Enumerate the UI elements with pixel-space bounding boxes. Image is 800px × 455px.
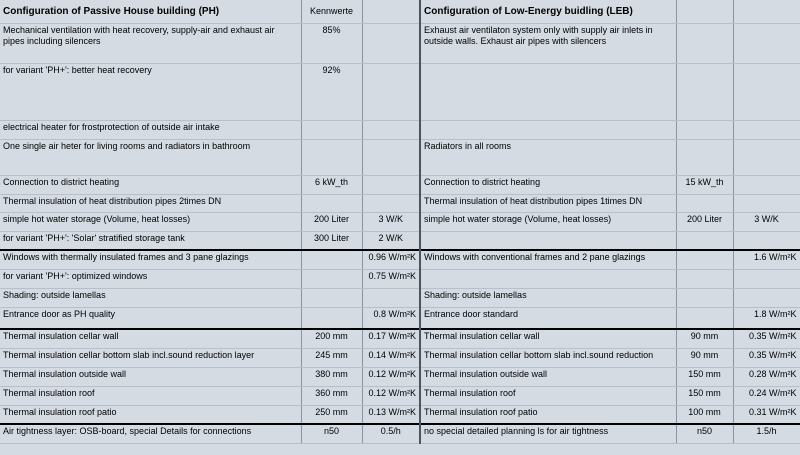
ph-value[interactable]: 6 kW_th — [301, 175, 362, 194]
ph-unit-value[interactable]: 0.75 W/m²K — [362, 269, 420, 288]
leb-description[interactable]: Radiators in all rooms — [420, 139, 676, 175]
table-row — [0, 405, 800, 424]
leb-unit-value[interactable] — [733, 139, 800, 175]
ph-description[interactable]: Entrance door as PH quality — [0, 307, 301, 329]
leb-description[interactable]: Shading: outside lamellas — [420, 288, 676, 307]
ph-unit-value[interactable]: 0.8 W/m²K — [362, 307, 420, 329]
leb-description[interactable]: Exhaust air ventilaton system only with supply air inlets in outside walls. Exhaust air pipes with silencers — [420, 23, 676, 63]
ph-value[interactable]: 360 mm — [301, 386, 362, 405]
header-empty-cell[interactable] — [733, 0, 800, 23]
ph-description[interactable]: Air tightness layer: OSB-board, special Details for connections — [0, 424, 301, 443]
ph-description[interactable]: electrical heater for frostprotection of outside air intake — [0, 120, 301, 139]
table-row — [0, 307, 800, 329]
leb-unit-value[interactable]: 0.28 W/m²K — [733, 367, 800, 386]
leb-description[interactable]: Connection to district heating — [420, 175, 676, 194]
leb-unit-value[interactable] — [733, 63, 800, 120]
ph-description[interactable]: Thermal insulation of heat distribution pipes 2times DN — [0, 194, 301, 212]
ph-value[interactable] — [301, 194, 362, 212]
leb-description[interactable]: simple hot water storage (Volume, heat losses) — [420, 212, 676, 231]
leb-value[interactable] — [676, 288, 733, 307]
ph-unit-value[interactable]: 0.17 W/m²K — [362, 329, 420, 348]
leb-unit-value[interactable] — [733, 288, 800, 307]
ph-value[interactable]: n50 — [301, 424, 362, 443]
leb-value[interactable] — [676, 194, 733, 212]
leb-value[interactable] — [676, 307, 733, 329]
leb-value[interactable] — [676, 139, 733, 175]
leb-description[interactable]: Thermal insulation of heat distribution pipes 1times DN — [420, 194, 676, 212]
ph-unit-value[interactable] — [362, 139, 420, 175]
leb-description[interactable] — [420, 63, 676, 120]
ph-unit-value[interactable] — [362, 63, 420, 120]
ph-unit-value[interactable] — [362, 23, 420, 63]
ph-description[interactable]: for variant 'PH+': better heat recovery — [0, 63, 301, 120]
table-row — [0, 386, 800, 405]
leb-value[interactable]: 90 mm — [676, 329, 733, 348]
ph-unit-value[interactable]: 0.12 W/m²K — [362, 367, 420, 386]
leb-value[interactable]: 100 mm — [676, 405, 733, 424]
ph-unit-value[interactable] — [362, 288, 420, 307]
header-empty-cell[interactable] — [676, 0, 733, 23]
leb-description[interactable]: Windows with conventional frames and 2 pane glazings — [420, 250, 676, 269]
ph-description[interactable]: Connection to district heating — [0, 175, 301, 194]
ph-unit-value[interactable] — [362, 194, 420, 212]
ph-description[interactable]: Thermal insulation outside wall — [0, 367, 301, 386]
ph-description[interactable]: Windows with thermally insulated frames and 3 pane glazings — [0, 250, 301, 269]
ph-unit-value[interactable]: 3 W/K — [362, 212, 420, 231]
leb-unit-value[interactable]: 0.24 W/m²K — [733, 386, 800, 405]
table-row — [0, 269, 800, 288]
ph-value[interactable]: 85% — [301, 23, 362, 63]
ph-value[interactable]: 200 Liter — [301, 212, 362, 231]
ph-unit-value[interactable]: 2 W/K — [362, 231, 420, 250]
leb-description[interactable] — [420, 231, 676, 250]
ph-description[interactable]: Thermal insulation roof — [0, 386, 301, 405]
leb-value[interactable]: 200 Liter — [676, 212, 733, 231]
leb-value[interactable]: 15 kW_th — [676, 175, 733, 194]
table-row — [0, 175, 800, 194]
kennwerte-header[interactable]: Kennwerte — [301, 0, 362, 23]
ph-description[interactable]: Thermal insulation roof patio — [0, 405, 301, 424]
leb-value[interactable]: 90 mm — [676, 348, 733, 367]
ph-value[interactable] — [301, 269, 362, 288]
leb-unit-value[interactable]: 1.8 W/m²K — [733, 307, 800, 329]
table-row — [0, 194, 800, 212]
ph-value[interactable] — [301, 250, 362, 269]
leb-unit-value[interactable] — [733, 269, 800, 288]
ph-description[interactable]: Shading: outside lamellas — [0, 288, 301, 307]
leb-unit-value[interactable]: 0.31 W/m²K — [733, 405, 800, 424]
ph-title[interactable]: Configuration of Passive House building (PH) — [0, 0, 301, 23]
leb-title[interactable]: Configuration of Low-Energy buidling (LEB) — [420, 0, 676, 23]
leb-unit-value[interactable]: 0.35 W/m²K — [733, 348, 800, 367]
table-row — [0, 23, 800, 63]
leb-unit-value[interactable] — [733, 23, 800, 63]
leb-description[interactable]: no special detailed planning ls for air tightness — [420, 424, 676, 443]
ph-value[interactable]: 380 mm — [301, 367, 362, 386]
ph-unit-value[interactable] — [362, 175, 420, 194]
ph-unit-value[interactable] — [362, 120, 420, 139]
table-row — [0, 212, 800, 231]
table-row — [0, 424, 800, 443]
leb-value[interactable]: n50 — [676, 424, 733, 443]
leb-description[interactable] — [420, 120, 676, 139]
table-row — [0, 367, 800, 386]
table-row — [0, 139, 800, 175]
leb-unit-value[interactable] — [733, 120, 800, 139]
ph-value[interactable]: 245 mm — [301, 348, 362, 367]
table-row — [0, 329, 800, 348]
leb-value[interactable] — [676, 23, 733, 63]
leb-unit-value[interactable]: 0.35 W/m²K — [733, 329, 800, 348]
ph-value[interactable] — [301, 288, 362, 307]
ph-description[interactable]: Thermal insulation cellar bottom slab incl.sound reduction layer — [0, 348, 301, 367]
leb-value[interactable] — [676, 269, 733, 288]
leb-value[interactable] — [676, 231, 733, 250]
table-row — [0, 120, 800, 139]
leb-value[interactable] — [676, 250, 733, 269]
leb-description[interactable]: Thermal insulation cellar bottom slab incl.sound reduction — [420, 348, 676, 367]
table-row — [0, 250, 800, 269]
leb-unit-value[interactable] — [733, 175, 800, 194]
ph-value[interactable] — [301, 139, 362, 175]
leb-description[interactable]: Thermal insulation roof — [420, 386, 676, 405]
ph-description[interactable]: Thermal insulation cellar wall — [0, 329, 301, 348]
leb-value[interactable] — [676, 63, 733, 120]
header-row — [0, 0, 800, 23]
leb-unit-value[interactable]: 1.6 W/m²K — [733, 250, 800, 269]
leb-value[interactable] — [676, 120, 733, 139]
ph-value[interactable]: 300 Liter — [301, 231, 362, 250]
ph-unit-value[interactable]: 0.96 W/m²K — [362, 250, 420, 269]
ph-value[interactable] — [301, 120, 362, 139]
ph-unit-value[interactable]: 0.14 W/m²K — [362, 348, 420, 367]
ph-description[interactable]: simple hot water storage (Volume, heat losses) — [0, 212, 301, 231]
ph-value[interactable]: 92% — [301, 63, 362, 120]
table-row — [0, 63, 800, 120]
ph-value[interactable]: 200 mm — [301, 329, 362, 348]
ph-description[interactable]: Mechanical ventilation with heat recovery, supply-air and exhaust air pipes including silencers — [0, 23, 301, 63]
leb-unit-value[interactable]: 3 W/K — [733, 212, 800, 231]
ph-value[interactable]: 250 mm — [301, 405, 362, 424]
ph-unit-value[interactable]: 0.13 W/m²K — [362, 405, 420, 424]
ph-description[interactable]: One single air heter for living rooms and radiators in bathroom — [0, 139, 301, 175]
ph-unit-value[interactable]: 0.5/h — [362, 424, 420, 443]
leb-description[interactable]: Thermal insulation outside wall — [420, 367, 676, 386]
leb-value[interactable]: 150 mm — [676, 386, 733, 405]
leb-description[interactable]: Entrance door standard — [420, 307, 676, 329]
table-row — [0, 288, 800, 307]
header-empty-cell[interactable] — [362, 0, 420, 23]
leb-description[interactable]: Thermal insulation roof patio — [420, 405, 676, 424]
leb-value[interactable]: 150 mm — [676, 367, 733, 386]
ph-description[interactable]: for variant 'PH+': 'Solar' stratified storage tank — [0, 231, 301, 250]
leb-description[interactable] — [420, 269, 676, 288]
leb-unit-value[interactable] — [733, 194, 800, 212]
leb-unit-value[interactable] — [733, 231, 800, 250]
leb-description[interactable]: Thermal insulation cellar wall — [420, 329, 676, 348]
ph-description[interactable]: for variant 'PH+': optimized windows — [0, 269, 301, 288]
table-row — [0, 348, 800, 367]
ph-unit-value[interactable]: 0.12 W/m²K — [362, 386, 420, 405]
leb-unit-value[interactable]: 1.5/h — [733, 424, 800, 443]
ph-value[interactable] — [301, 307, 362, 329]
table-row — [0, 231, 800, 250]
